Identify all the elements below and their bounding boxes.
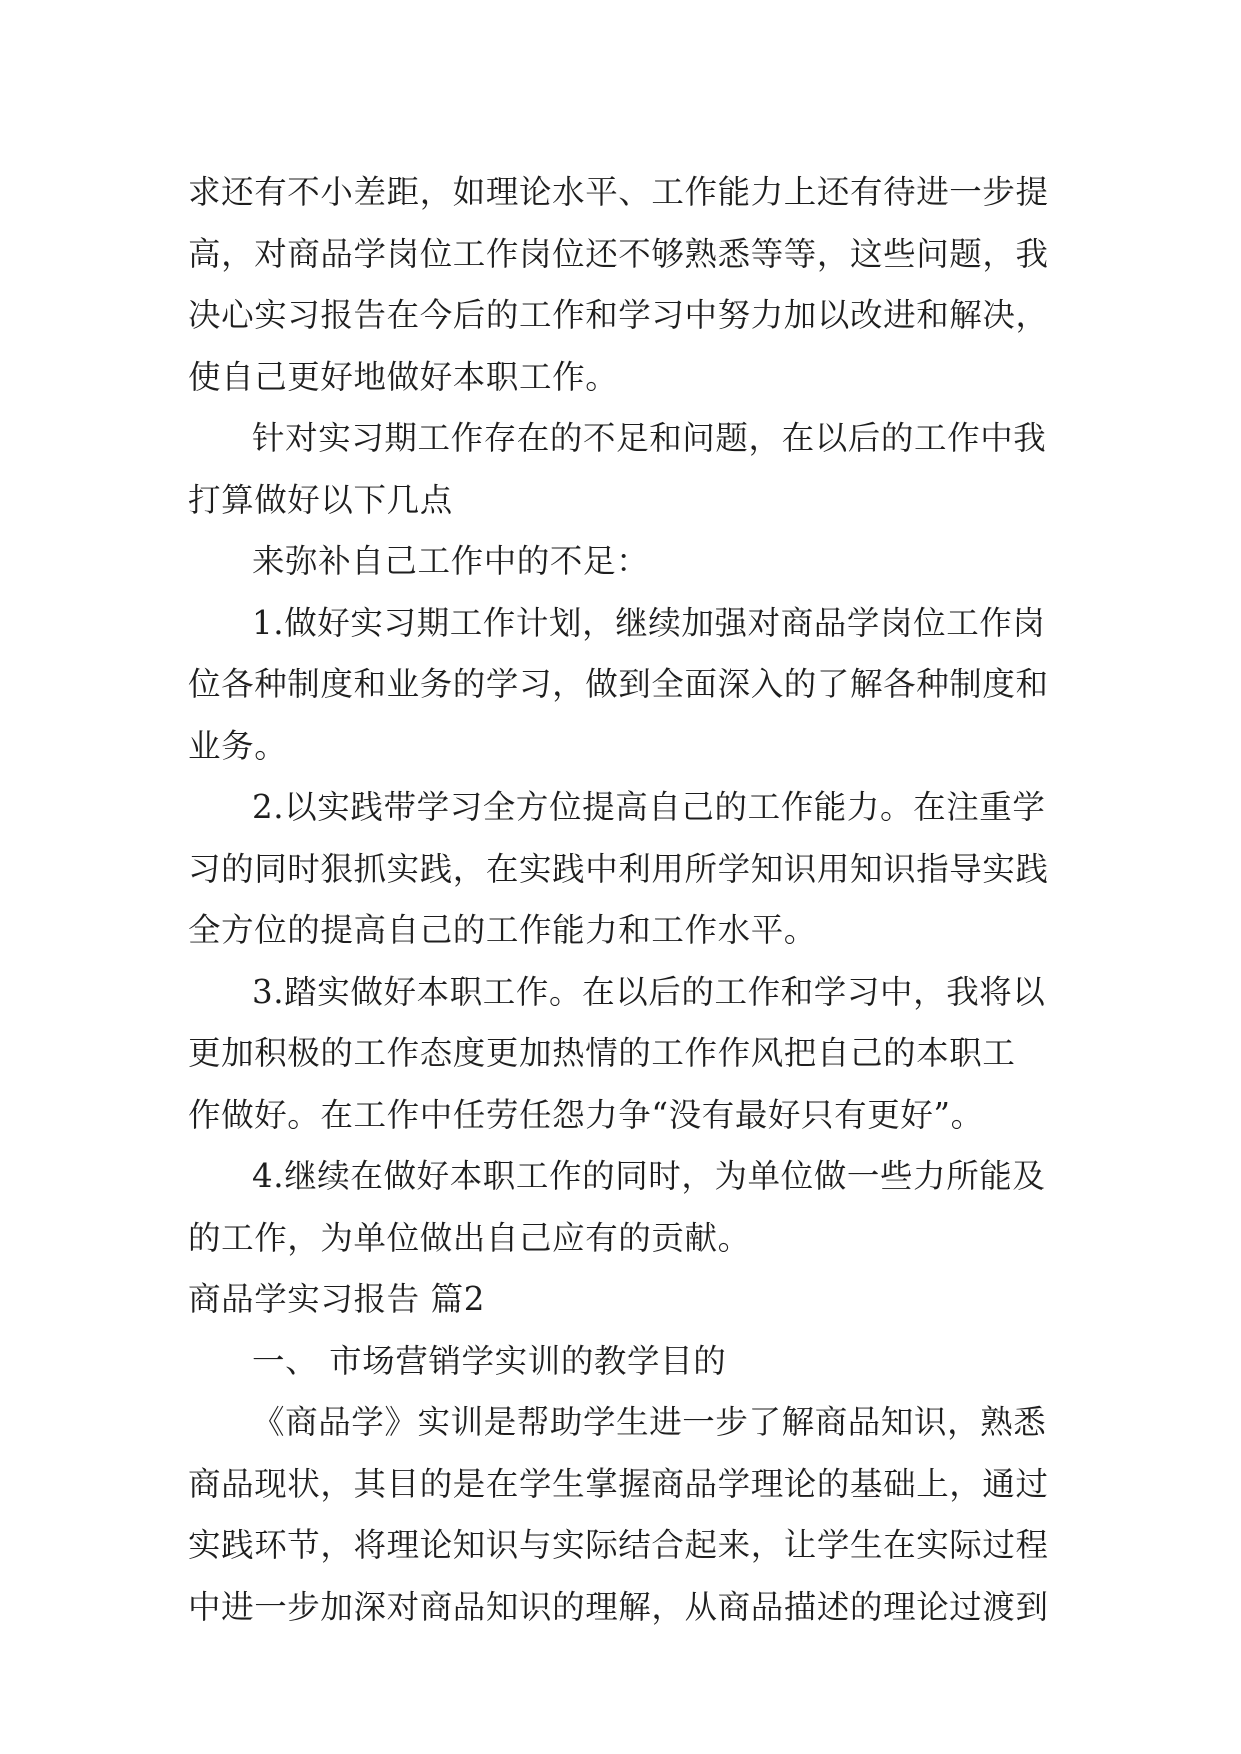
text-line: 的工作，为单位做出自己应有的贡献。: [188, 1218, 751, 1257]
document-body: [188, 162, 1058, 1638]
text-line: 来弥补自己工作中的不足：: [252, 542, 650, 580]
text-line: 商品学实习报告 篇2: [188, 1280, 486, 1318]
text-line: 更加积极的工作态度更加热情的工作作风把自己的本职工: [188, 1034, 1016, 1072]
text-line: 一、 市场营销学实训的教学目的: [252, 1341, 727, 1380]
text-line: 实践环节，将理论知识与实际结合起来，让学生在实际过程: [188, 1526, 1049, 1564]
text-line: 《商品学》实训是帮助学生进一步了解商品知识，熟悉: [252, 1403, 1047, 1441]
text-line: 决心实习报告在今后的工作和学习中努力加以改进和解决，: [188, 296, 1049, 334]
text-line: 中进一步加深对商品知识的理解，从商品描述的理论过渡到: [188, 1587, 1049, 1626]
text-line: 求还有不小差距，如理论水平、工作能力上还有待进一步提: [188, 173, 1049, 211]
text-line: 位各种制度和业务的学习，做到全面深入的了解各种制度和: [188, 665, 1049, 703]
text-line: 高，对商品学岗位工作岗位还不够熟悉等等，这些问题，我: [188, 234, 1049, 273]
text-line: 习的同时狠抓实践，在实践中利用所学知识用知识指导实践: [188, 849, 1049, 888]
text-line: 全方位的提高自己的工作能力和工作水平。: [188, 911, 817, 949]
text-line: 业务。: [188, 726, 288, 765]
text-line: 1.做好实习期工作计划，继续加强对商品学岗位工作岗: [252, 603, 1046, 642]
text-line: 使自己更好地做好本职工作。: [188, 357, 619, 396]
text-line: 针对实习期工作存在的不足和问题，在以后的工作中我: [252, 419, 1047, 457]
text-line: 打算做好以下几点: [188, 480, 453, 519]
text-line: 4.继续在做好本职工作的同时，为单位做一些力所能及: [252, 1157, 1046, 1195]
text-line: 作做好。在工作中任劳任怨力争“没有最好只有更好”。: [188, 1095, 984, 1134]
text-line: 3.踏实做好本职工作。在以后的工作和学习中，我将以: [252, 972, 1046, 1011]
text-line: 商品现状，其目的是在学生掌握商品学理论的基础上，通过: [188, 1464, 1049, 1503]
text-line: 2.以实践带学习全方位提高自己的工作能力。在注重学: [252, 788, 1046, 826]
